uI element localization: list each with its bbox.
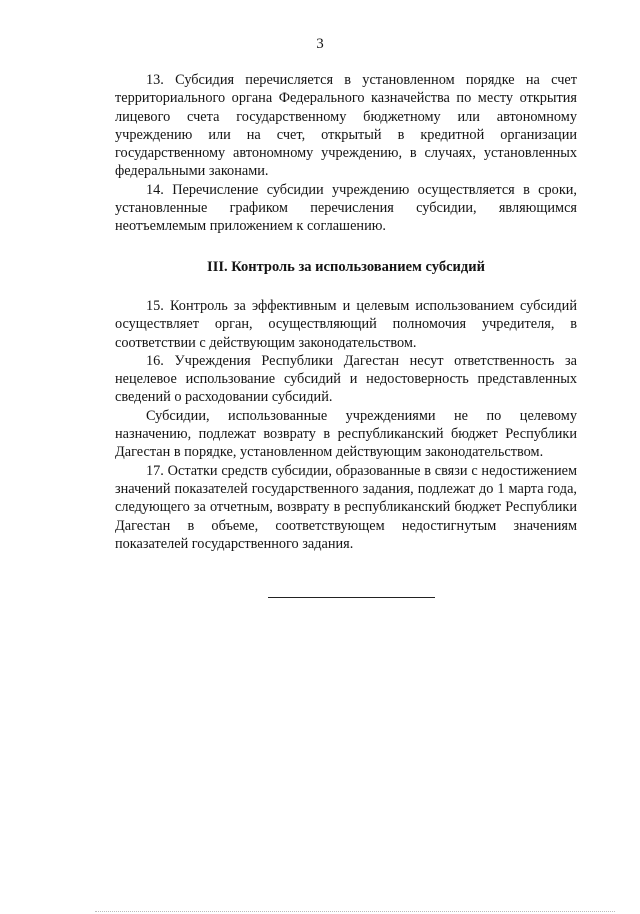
document-body	[115, 71, 577, 553]
page-number: 3	[316, 36, 324, 52]
end-of-text-rule	[268, 597, 435, 598]
paragraph-15: 15. Контроль за эффективным и целевым использованием субсидий осуществляет орган, осуществляющий полномочия учредителя, в соответствии с действующим законодательством.	[115, 297, 577, 351]
paragraph-17: 17. Остатки средств субсидии, образованные в связи с недостижением значений показателей государственного задания, подлежат до 1 марта года, следующего за отчетным, возврату в республиканский бюджет Республики Дагестан в объеме, соответствующем недостигнутым значениям показателей государственного задания.	[115, 462, 577, 552]
paragraph-16-continuation: Субсидии, использованные учреждениями не по целевому назначению, подлежат возврату в республиканский бюджет Республики Дагестан в порядке, установленном действующим законодательством.	[115, 407, 577, 461]
section-heading-control: III. Контроль за использованием субсидий	[207, 258, 485, 275]
paragraph-16: 16. Учреждения Республики Дагестан несут ответственность за нецелевое использование субсидий и недостоверность представленных сведений о расходовании субсидий.	[115, 352, 577, 406]
paragraph-13: 13. Субсидия перечисляется в установленном порядке на счет территориального органа Федерального казначейства по месту открытия лицевого счета государственному бюджетному или автономному учреждению или на счет, открытый в кредитной организации государственному автономному учреждению, в случаях, установленных федеральными законами.	[115, 72, 577, 180]
paragraph-14: 14. Перечисление субсидии учреждению осуществляется в сроки, установленные графиком перечисления субсидии, являющимся неотъемлемым приложением к соглашению.	[115, 181, 577, 235]
scan-bottom-edge	[95, 911, 615, 912]
